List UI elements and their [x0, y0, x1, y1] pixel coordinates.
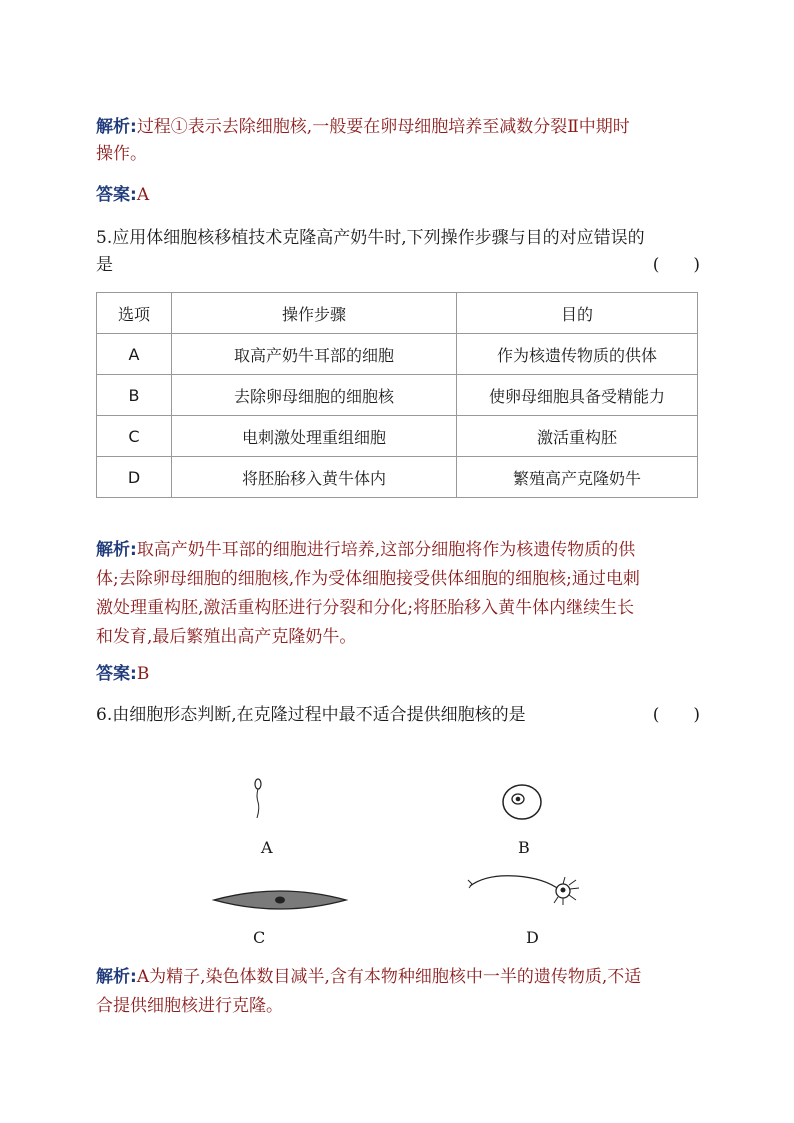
table-cell: 去除卵母细胞的细胞核 — [172, 375, 457, 416]
analysis-text-line2: 合提供细胞核进行克隆。 — [96, 996, 283, 1016]
answer-label: 答案 — [96, 185, 130, 205]
question-5 — [96, 225, 700, 279]
question-5-line2: 是 — [96, 255, 113, 275]
answer-value: A — [136, 185, 150, 205]
question-5-line1: 5.应用体细胞核移植技术克隆高产奶牛时,下列操作步骤与目的对应错误的 — [96, 228, 645, 248]
analysis-6: 解析:A为精子,染色体数目减半,含有本物种细胞核中一半的遗传物质,不适 合提供细胞核进行克隆。 — [96, 963, 700, 1021]
table-cell: 繁殖高产克隆奶牛 — [457, 457, 698, 498]
analysis-label: 解析 — [96, 540, 130, 560]
figure-label-a: A — [261, 838, 273, 857]
table-row — [97, 457, 698, 498]
table-cell: 作为核遗传物质的供体 — [457, 334, 698, 375]
table-cell: C — [97, 416, 172, 457]
analysis-text: 取高产奶牛耳部的细胞进行培养,这部分细胞将作为核遗传物质的供 — [136, 540, 636, 560]
table-header: 选项 — [97, 293, 172, 334]
analysis-text: 过程①表示去除细胞核,一般要在卵母细胞培养至减数分裂Ⅱ中期时 — [136, 117, 630, 137]
neuron-figure — [466, 868, 582, 908]
answer-5: 答案:B — [96, 664, 150, 684]
analysis-text-line3: 激处理重构胚,激活重构胚进行分裂和分化;将胚胎移入黄牛体内继续生长 — [96, 598, 635, 618]
answer-blank: ( ) — [652, 255, 700, 275]
answer-label: 答案 — [96, 664, 130, 684]
options-table — [96, 292, 698, 498]
analysis-text-line2: 体;去除卵母细胞的细胞核,作为受体细胞接受供体细胞的细胞核;通过电刺 — [96, 569, 640, 589]
table-row — [97, 416, 698, 457]
round-cell-figure — [500, 782, 544, 822]
figure-label-b: B — [518, 838, 530, 857]
table-cell: 将胚胎移入黄牛体内 — [172, 457, 457, 498]
table-cell: A — [97, 334, 172, 375]
table-cell: 取高产奶牛耳部的细胞 — [172, 334, 457, 375]
analysis-4: 解析:过程①表示去除细胞核,一般要在卵母细胞培养至减数分裂Ⅱ中期时 操作。 — [96, 114, 700, 168]
table-cell: B — [97, 375, 172, 416]
table-header-row — [97, 293, 698, 334]
analysis-5: 解析:取高产奶牛耳部的细胞进行培养,这部分细胞将作为核遗传物质的供 体;去除卵母细胞的细胞核,作为受体细胞接受供体细胞的细胞核;通过电刺 激处理重构胚,激活重构胚进行分裂和分化;将胚胎移入黄牛体内继续生长 和发育,最后繁殖出高产克隆奶牛。 — [96, 536, 700, 652]
question-6 — [96, 702, 700, 729]
table-row — [97, 334, 698, 375]
figure-label-d: D — [526, 928, 539, 947]
table-header: 操作步骤 — [172, 293, 457, 334]
analysis-text: A为精子,染色体数目减半,含有本物种细胞核中一半的遗传物质,不适 — [136, 967, 642, 987]
muscle-cell-figure — [212, 886, 348, 914]
table-cell: 使卵母细胞具备受精能力 — [457, 375, 698, 416]
answer-4: 答案:A — [96, 185, 150, 205]
table-header: 目的 — [457, 293, 698, 334]
analysis-label: 解析 — [96, 967, 130, 987]
analysis-text-line4: 和发育,最后繁殖出高产克隆奶牛。 — [96, 627, 357, 647]
table-cell: D — [97, 457, 172, 498]
sperm-cell-figure — [248, 776, 268, 820]
figure-label-c: C — [253, 928, 266, 947]
answer-value: B — [136, 664, 150, 684]
analysis-text-line2: 操作。 — [96, 144, 147, 164]
answer-blank: ( ) — [652, 705, 700, 725]
table-cell: 电刺激处理重组细胞 — [172, 416, 457, 457]
table-row — [97, 375, 698, 416]
table-cell: 激活重构胚 — [457, 416, 698, 457]
question-6-text: 6.由细胞形态判断,在克隆过程中最不适合提供细胞核的是 — [96, 705, 526, 725]
analysis-label: 解析 — [96, 117, 130, 137]
